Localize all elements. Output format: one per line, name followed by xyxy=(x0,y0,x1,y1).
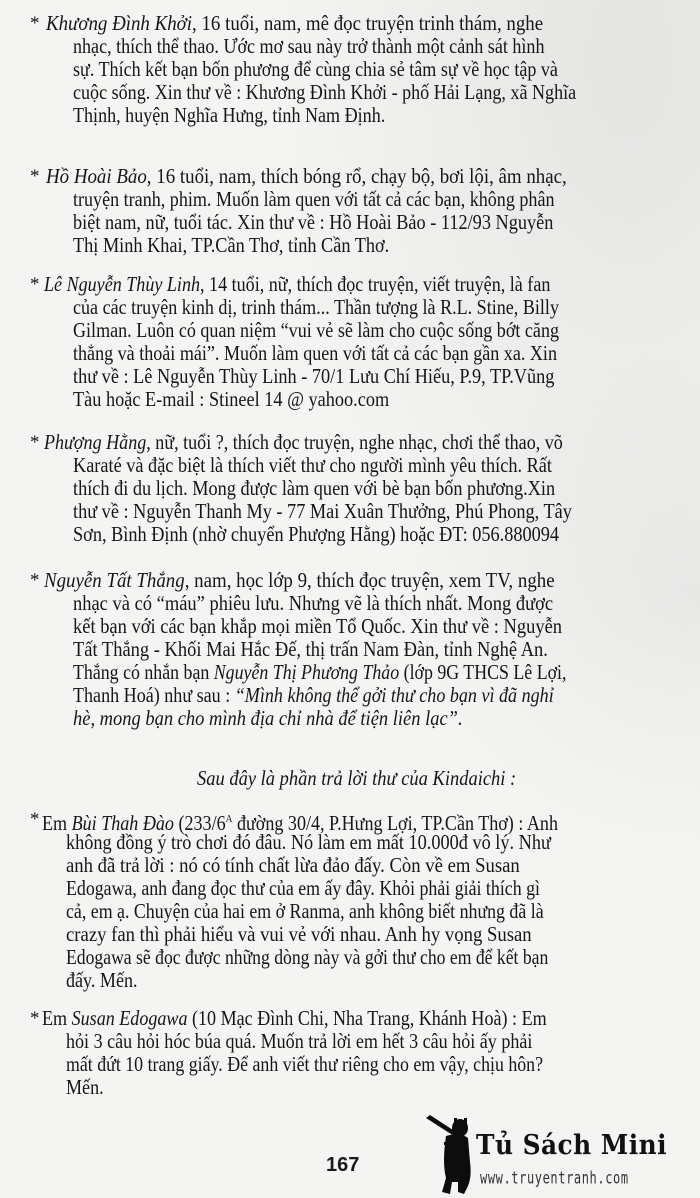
bullet: * xyxy=(30,13,40,34)
quoted-message: “Mình không thể gởi thư cho bạn vì đã nghỉ xyxy=(234,683,554,707)
reply-name: Bùi Thah Đào xyxy=(71,811,174,835)
entry-line: Thắng có nhắn bạn Nguyễn Thị Phương Thảo (lớp 9G THCS Lê Lợi, xyxy=(73,660,567,684)
entry-name: Lê Nguyễn Thùy Linh xyxy=(44,272,201,296)
entry-line: Thanh Hoá) như sau : “Mình không thể gởi thư cho bạn vì đã nghỉ xyxy=(73,683,554,707)
reply-line: anh đã trả lời : nó có tính chất lừa đảo đấy. Còn về em Susan xyxy=(66,853,520,877)
reply-line: Em Susan Edogawa (10 Mạc Đình Chi, Nha Trang, Khánh Hoà) : Em xyxy=(42,1006,547,1030)
bullet: * xyxy=(30,274,40,295)
bullet: * xyxy=(30,432,40,453)
entry-line: nhạc và có “máu” phiêu lưu. Nhưng vẽ là thích nhất. Mong được xyxy=(73,591,554,615)
quoted-message: hè, mong bạn cho mình địa chỉ nhà để tiện liên lạc”. xyxy=(73,706,463,730)
entry-line: Gilman. Luôn có quan niệm “vui vẻ sẽ làm cho cuộc sống bớt căng xyxy=(73,318,560,342)
entry-line: Nguyễn Tất Thắng, nam, học lớp 9, thích đọc truyện, xem TV, nghe xyxy=(44,568,555,592)
entry-line: Thị Minh Khai, TP.Cần Thơ, tỉnh Cần Thơ. xyxy=(73,233,390,257)
entry-line: cuộc sống. Xin thư về : Khương Đình Khởi - phố Hải Lạng, xã Nghĩa xyxy=(73,80,577,104)
entry-name: Phượng Hằng xyxy=(44,430,147,454)
entry-line: Lê Nguyễn Thùy Linh, 14 tuổi, nữ, thích đọc truyện, viết truyện, là fan xyxy=(44,272,551,296)
reply-line: cả, em ạ. Chuyện của hai em ở Ranma, anh không biết nhưng đã là xyxy=(66,899,544,923)
tu-sach-mini-logo xyxy=(424,1112,668,1196)
reply-line: Edogawa sẽ đọc được những dòng này và gởi thư cho em để kết bạn xyxy=(66,945,549,969)
entry-line: Tàu hoặc E-mail : Stineel 14 @ yahoo.com xyxy=(73,387,390,411)
entry-line: thư về : Nguyễn Thanh My - 77 Mai Xuân Thưởng, Phú Phong, Tây xyxy=(73,499,572,523)
entry-line: thư về : Lê Nguyễn Thùy Linh - 70/1 Lưu Chí Hiếu, P.9, TP.Vũng xyxy=(73,364,555,388)
bullet: * xyxy=(30,1008,40,1029)
entry-line: truyện tranh, phim. Muốn làm quen với tất cả các bạn, không phân xyxy=(73,187,555,211)
entry-line: biệt nam, nữ, tuổi tác. Xin thư về : Hồ Hoài Bảo - 112/93 Nguyễn xyxy=(73,210,554,234)
reply-line: đấy. Mến. xyxy=(66,968,138,992)
logo-url: www.truyentranh.com xyxy=(480,1168,629,1188)
entry-line: Sơn, Bình Định (nhờ chuyển Phượng Hằng) hoặc ĐT: 056.880094 xyxy=(73,522,560,546)
page-number: 167 xyxy=(326,1154,360,1176)
section-heading: Sau đây là phần trả lời thư của Kindaichi : xyxy=(197,766,517,790)
entry-line: thẳng và thoải mái”. Muốn làm quen với tất cả các bạn gần xa. Xin xyxy=(73,341,557,365)
reply-line: crazy fan thì phải hiểu và vui vẻ với nhau. Anh hy vọng Susan xyxy=(66,922,532,946)
samurai-silhouette-icon xyxy=(424,1112,484,1196)
entry-line: của các truyện kinh dị, trinh thám... Thần tượng là R.L. Stine, Billy xyxy=(73,295,559,319)
entry-name: Hồ Hoài Bảo xyxy=(46,164,147,188)
reply-name: Susan Edogawa xyxy=(71,1006,188,1030)
logo-title: Tủ Sách Mini xyxy=(476,1130,668,1161)
bullet: * xyxy=(30,809,40,830)
friend-name: Nguyễn Thị Phương Thảo xyxy=(213,660,400,684)
entry-line: Khương Đình Khởi, 16 tuổi, nam, mê đọc truyện trinh thám, nghe xyxy=(46,11,544,35)
entry-line: Thịnh, huyện Nghĩa Hưng, tỉnh Nam Định. xyxy=(73,103,386,127)
entry-line: Karaté và đặc biệt là thích viết thư cho người mình yêu thích. Rất xyxy=(73,453,552,477)
entry-name: Nguyễn Tất Thắng xyxy=(44,568,185,592)
reply-line: Em Bùi Thah Đào ($233/6^A$ đường 30/4, P.Hưng Lợi, TP.Cần Thơ) : Anh xyxy=(42,811,558,835)
reply-line: không đồng ý trò chơi đó đâu. Nó làm em mất 10.000đ vô lý. Như xyxy=(66,830,551,854)
entry-line: Hồ Hoài Bảo, 16 tuổi, nam, thích bóng rổ, chạy bộ, bơi lội, âm nhạc, xyxy=(46,164,567,188)
entry-line: Phượng Hằng, nữ, tuổi ?, thích đọc truyện, nghe nhạc, chơi thể thao, võ xyxy=(44,430,563,454)
entry-name: Khương Đình Khởi xyxy=(46,11,192,35)
entry-line: sự. Thích kết bạn bốn phương để cùng chia sẻ tâm sự về học tập và xyxy=(73,57,558,81)
entry-line: Tất Thắng - Khối Mai Hắc Đế, thị trấn Nam Đàn, tỉnh Nghệ An. xyxy=(73,637,548,661)
entry-line: kết bạn với các bạn khắp mọi miền Tổ Quốc. Xin thư về : Nguyễn xyxy=(73,614,563,638)
bullet: * xyxy=(30,570,40,591)
reply-line: hỏi 3 câu hỏi hóc búa quá. Muốn trả lời em hết 3 câu hỏi ấy phải xyxy=(66,1029,533,1053)
entry-line: nhạc, thích thể thao. Ước mơ sau này trở thành một cảnh sát hình xyxy=(73,34,545,58)
reply-line: Mến. xyxy=(66,1075,104,1099)
bullet: * xyxy=(30,166,40,187)
reply-line: Edogawa, anh đang đọc thư của em ấy đây. Khỏi phải giải thích gì xyxy=(66,876,540,900)
entry-line: thích đi du lịch. Mong được làm quen với bè bạn bốn phương.Xin xyxy=(73,476,556,500)
reply-line: mất đứt 10 trang giấy. Để anh viết thư riêng cho em vậy, chịu hôn? xyxy=(66,1052,544,1076)
